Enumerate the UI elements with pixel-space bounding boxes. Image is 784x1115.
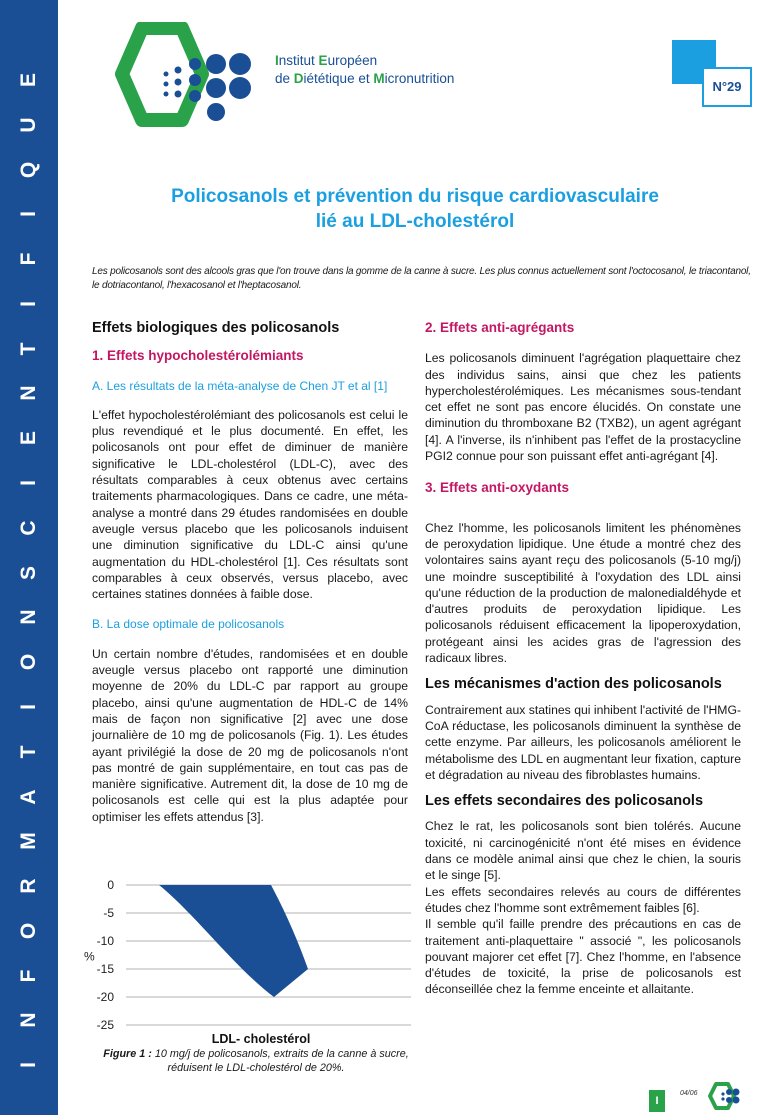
sidebar-letter: A	[17, 788, 40, 805]
sidebar-letter: M	[17, 832, 40, 851]
sidebar-letter: E	[17, 431, 40, 446]
sidebar-letter: I	[17, 211, 40, 218]
institute-word: nstitut	[278, 53, 319, 68]
page-marker: I	[649, 1090, 665, 1112]
sidebar-letter: E	[17, 73, 40, 88]
paragraph-meta-analyse: L'effet hypocholestérolémiant des policosanols est celui le plus revendiqué et le plus documenté. En effet, les policosanols ont pour effet de diminuer de manière significative le LDL-cholestérol (LDL-C), avec des résultats comparables à ceux obtenus avec certains traitements pharmacologiques. Dans ce cadre, une méta-analyse a montré dans 29 études randomisées en double aveugle versus placebo que les policosanols induisent une diminution significative du LDL-C ainsi qu'une augmentation du HDL-cholestérol [1]. Ces résultats sont comparables à ceux observés, versus placebo, avec certaines statines données à faible dose.	[92, 407, 408, 602]
institute-word: icronutrition	[384, 71, 455, 86]
heading-hypocholesterolemiants: 1. Effets hypocholestérolémiants	[92, 348, 304, 364]
institute-name	[275, 52, 454, 88]
heading-meta-analyse: A. Les résultats de la méta-analyse de Chen JT et al [1]	[92, 378, 388, 393]
y-axis-label: %	[84, 949, 95, 964]
logo-hexagon	[122, 28, 202, 120]
intro-text: Les policosanols sont des alcools gras que l'on trouve dans la gomme de la canne à sucre. Les plus connus actuellement sont l'octocosanol, le triacontanol, le dotriacontanol, l'hexacosanol et l'heptacosanol.	[92, 266, 751, 291]
sidebar-letter: R	[17, 878, 40, 894]
institute-initial: M	[373, 71, 385, 86]
heading-dose-optimale: B. La dose optimale de policosanols	[92, 617, 285, 632]
y-tick-label: -15	[96, 962, 114, 976]
paragraph-dose-optimale: Un certain nombre d'études, randomisées et en double aveugle versus placebo ont rapporté une diminution moyenne de 20% du LDL-C par rapport au groupe placebo, ainsi qu'une augmentation de HDL-C de 14% mais de façon non significative [2] avec une dose journalière de 10 mg de policosanols (Fig. 1). Les études ayant privilégié la dose de 20 mg de policosanols n'ont pas montré de gain supplémentaire, en tout cas pas de manière significative. Autrement dit, la dose de 10 mg de policosanols est celle qui est la plus adaptée pour optimiser les effets attendus [3].	[92, 646, 408, 824]
y-tick-label: -25	[96, 1018, 114, 1032]
institute-line-2	[275, 70, 454, 88]
sidebar-letter: O	[17, 654, 40, 671]
paragraph-effets-secondaires-1: Chez le rat, les policosanols sont bien tolérés. Aucune toxicité, ni carcinogénicité n'ont été mises en évidence dans ce modèle animal ainsi que chez le chien, la souris et le singe [5].	[425, 819, 741, 883]
sidebar-letter: I	[17, 300, 40, 307]
institute-initial: E	[318, 53, 328, 68]
y-tick-label: -20	[96, 990, 114, 1004]
sidebar-letter: T	[17, 745, 40, 759]
institute-initial: D	[293, 71, 304, 86]
y-tick-label: -5	[103, 906, 114, 920]
heading-anti-oxydants: 3. Effets anti-oxydants	[425, 480, 570, 496]
sidebar-letter: U	[17, 117, 40, 133]
sidebar-letter: I	[17, 480, 40, 486]
logo-dots	[164, 53, 252, 121]
left-column	[92, 320, 408, 825]
sidebar-letter: Q	[17, 161, 40, 178]
institute-word: de	[275, 71, 294, 86]
paragraph-mecanismes: Contrairement aux statines qui inhibent l'activité de l'HMG-CoA réductase, les policosanols diminuent la synthèse de cette enzyme. Par ailleurs, les policosanols améliorent le métabolisme des LDL en augmentant leur fixation, capture et dégradation au niveau des fibroblastes humains.	[425, 702, 741, 782]
x-axis-label: LDL- cholestérol	[211, 1032, 311, 1046]
y-tick-label: -10	[96, 934, 114, 948]
sidebar-letter: I	[17, 704, 40, 710]
sidebar-letter: C	[17, 520, 40, 536]
page-title	[100, 184, 730, 234]
heading-effets-biologiques: Effets biologiques des policosanols	[92, 320, 340, 336]
institute-word: iététique et	[303, 71, 374, 86]
paragraph-anti-agregants: Les policosanols diminuent l'agrégation plaquettaire chez des individus sains, ainsi que chez les patients hypercholestérolémiques. Les mécanismes sous-tendant cet effet ne sont pas encore élucidés. On constate une diminution du thromboxane B2 (TXB2), un agent agrégant [4]. A l'inverse, ils n'inhibent pas l'effet de la prostacycline PGI2 connue pour son puissant effet anti-agrégant [4].	[425, 351, 741, 464]
sidebar-banner	[0, 0, 58, 1115]
sidebar-letter: T	[17, 342, 40, 356]
sidebar-letter: F	[17, 969, 40, 983]
right-column	[425, 320, 741, 998]
sidebar-letter: N	[17, 385, 40, 402]
institute-initial: I	[275, 53, 279, 68]
paragraph-effets-secondaires-3: Il semble qu'il faille prendre des précautions en cas de traitement anti-plaquettaire " associé ", les policosanols pouvant majorer cet effet [7]. Chez l'homme, en l'absence d'études de toxicité, la prise de policosanols est déconseillée chez la femme enceinte et allaitante.	[425, 917, 741, 997]
issue-number: N°29	[702, 67, 752, 107]
y-tick-label: 0	[107, 878, 114, 892]
ldl-chart	[76, 875, 416, 1047]
paragraph-anti-oxydants: Chez l'homme, les policosanols limitent les phénomènes de peroxydation lipidique. Une étude a montré chez des volontaires sains ayant reçu des policosanols (5-10 mg/j) une moindre susceptibilité à l'oxydation des LDL ainsi qu'une réduction de la production de malonedialdéhyde et d'autres produits de peroxydation lipidique. Les policosanols réduisent efficacement la lipoperoxydation, protégeant ainsi les acides gras de l'agression des radicaux libres.	[425, 520, 741, 666]
institute-line-1	[275, 52, 454, 70]
institute-logo	[94, 22, 269, 127]
title-line-2: lié au LDL-cholestérol	[315, 211, 515, 232]
institute-word: uropéen	[327, 53, 378, 68]
heading-mecanismes: Les mécanismes d'action des policosanols	[425, 676, 722, 693]
paragraph-effets-secondaires-2: Les effets secondaires relevés au cours de différentes études chez l'homme sont extrêmement faibles [6].	[425, 884, 741, 915]
sidebar-letter: F	[17, 252, 40, 266]
title-line-1: Policosanols et prévention du risque cardiovasculaire	[171, 186, 659, 207]
sidebar-letter: S	[17, 565, 40, 580]
footer-date: 04/06	[680, 1090, 698, 1097]
caption-text: 10 mg/j de policosanols, extraits de la canne à sucre, réduisent le LDL-cholestérol de 20%.	[151, 1048, 409, 1074]
heading-effets-secondaires: Les effets secondaires des policosanols	[425, 793, 704, 810]
caption-label: Figure 1 :	[103, 1048, 152, 1060]
sidebar-letter: N	[17, 1012, 40, 1029]
sidebar-letter: I	[17, 1062, 40, 1069]
sidebar-letter: O	[17, 922, 40, 940]
figure-caption	[96, 1047, 416, 1075]
sidebar-letter: N	[17, 609, 40, 625]
heading-anti-agregants: 2. Effets anti-agrégants	[425, 320, 575, 335]
footer-logo	[706, 1082, 746, 1110]
